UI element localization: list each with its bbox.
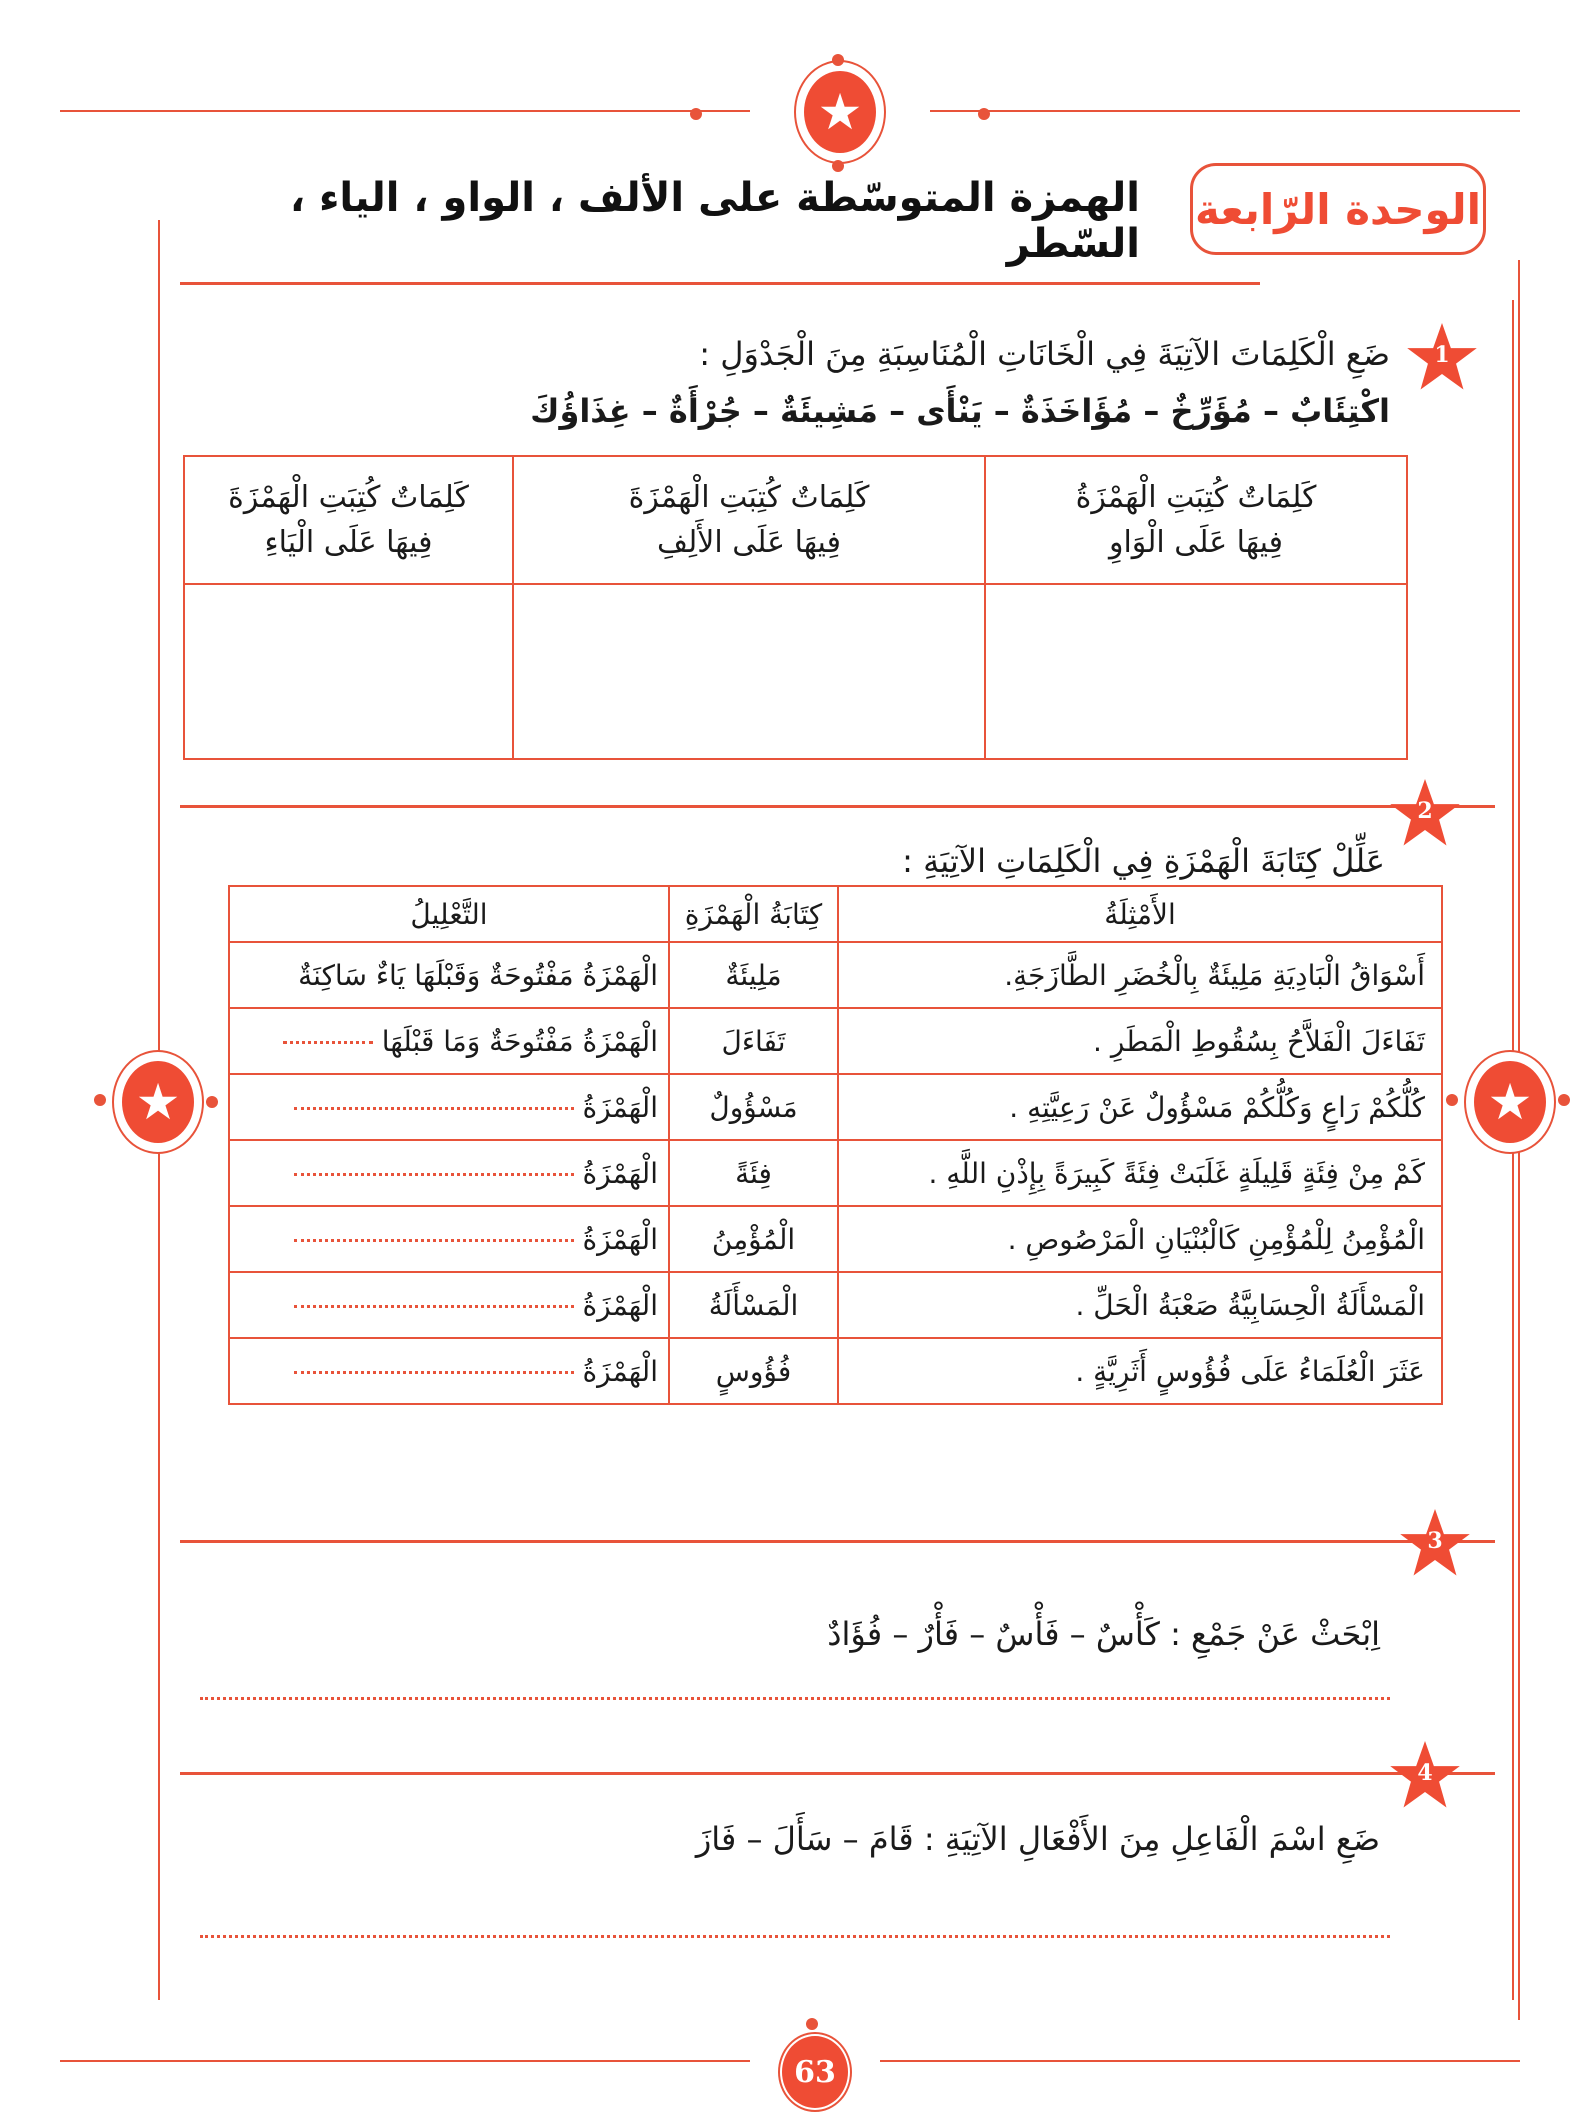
answer-blank[interactable]	[294, 1239, 574, 1242]
reason-cell[interactable]	[229, 1074, 669, 1140]
reason-text: الْهَمْزَةُ مَفْتُوحَةٌ وَمَا قَبْلَهَا	[381, 1024, 658, 1058]
header-line: فِيهَا عَلَى الْوَاوِ	[1108, 525, 1284, 560]
exercise-4-instruction: ضَعِ اسْمَ الْفَاعِلِ مِنَ الأَفْعَالِ الآتِيَةِ : قَامَ – سَأَلَ – فَازَ	[695, 1820, 1380, 1858]
answer-cell-yaa[interactable]	[184, 584, 513, 759]
right-medallion	[1464, 1050, 1556, 1154]
column-header-reason: التَّعْلِيلُ	[229, 886, 669, 942]
answer-blank[interactable]	[294, 1371, 574, 1374]
table-row	[229, 1206, 1442, 1272]
exercise-4-answer-line[interactable]	[200, 1935, 1390, 1938]
exercise-2-star-badge	[1388, 776, 1462, 850]
reason-text: الْهَمْزَةُ	[582, 1090, 658, 1124]
unit-badge	[1190, 163, 1486, 255]
table-row	[229, 1140, 1442, 1206]
hamza-word-cell: مَسْؤُولٌ	[669, 1074, 838, 1140]
decor-dot	[832, 54, 844, 66]
decor-dot	[690, 108, 702, 120]
example-cell: الْمُؤْمِنُ لِلْمُؤْمِنِ كَالْبُنْيَانِ الْمَرْصُوصِ .	[838, 1206, 1442, 1272]
example-cell: كَمْ مِنْ فِئَةٍ قَلِيلَةٍ غَلَبَتْ فِئَةً كَبِيرَةً بِإِذْنِ اللَّهِ .	[838, 1140, 1442, 1206]
decor-dot	[1446, 1094, 1458, 1106]
column-header-examples: الأَمْثِلَةُ	[838, 886, 1442, 942]
column-header-alif	[513, 456, 985, 584]
exercise-1-table	[183, 455, 1408, 760]
answer-blank[interactable]	[294, 1305, 574, 1308]
exercise-3-divider	[180, 1540, 1495, 1543]
star-icon: ★	[122, 1061, 194, 1143]
reason-cell[interactable]	[229, 1140, 669, 1206]
star-icon: ★	[804, 71, 876, 153]
top-medallion	[794, 60, 886, 164]
header-line: كَلِمَاتٌ كُتِبَتِ الْهَمْزَةَ	[628, 480, 870, 515]
table-row	[229, 1074, 1442, 1140]
exercise-3-instruction: اِبْحَثْ عَنْ جَمْعِ : كَأْسٌ – فَأْسٌ – فَأْرٌ – فُؤَادٌ	[827, 1615, 1380, 1653]
hamza-word-cell: مَلِيئَةٌ	[669, 942, 838, 1008]
decor-dot	[1558, 1094, 1570, 1106]
header-line: كَلِمَاتٌ كُتِبَتِ الْهَمْزَةَ	[228, 480, 469, 515]
table-header-row	[229, 886, 1442, 942]
reason-text: الْهَمْزَةُ	[582, 1354, 658, 1388]
table-row	[229, 1008, 1442, 1074]
reason-cell[interactable]	[229, 1272, 669, 1338]
reason-text: الْهَمْزَةُ	[582, 1288, 658, 1322]
exercise-1-star-badge	[1405, 320, 1479, 394]
decor-dot	[206, 1096, 218, 1108]
example-cell: الْمَسْأَلَةُ الْحِسَابِيَّةُ صَعْبَةُ الْحَلِّ .	[838, 1272, 1442, 1338]
hamza-word-cell: فِئَةً	[669, 1140, 838, 1206]
exercise-1-instruction: ضَعِ الْكَلِمَاتَ الآتِيَةَ فِي الْخَانَاتِ الْمُنَاسِبَةِ مِنَ الْجَدْوَلِ :	[699, 335, 1390, 373]
star-icon: ★	[1474, 1061, 1546, 1143]
exercise-number: 1	[1434, 342, 1450, 368]
table-row	[229, 1338, 1442, 1404]
table-header-row	[184, 456, 1407, 584]
header-line: فِيهَا عَلَى الْيَاءِ	[264, 525, 433, 560]
header-line: كَلِمَاتٌ كُتِبَتِ الْهَمْزَةُ	[1075, 480, 1317, 515]
exercise-number: 4	[1417, 1760, 1433, 1786]
header-divider	[180, 282, 1260, 285]
page-number: 63	[780, 2034, 850, 2110]
reason-cell[interactable]	[229, 1008, 669, 1074]
decor-dot	[978, 108, 990, 120]
table-answer-row	[184, 584, 1407, 759]
exercise-3-star-badge	[1398, 1506, 1472, 1580]
header-line: فِيهَا عَلَى الأَلِفِ	[657, 525, 841, 560]
exercise-1-words: اكْتِئَابٌ – مُؤَرِّخٌ – مُؤَاخَذَةٌ – يَنْأَى – مَشِيئَةٌ – جُرْأَةٌ – غِذَاؤُكَ	[530, 392, 1390, 430]
exercise-number: 2	[1417, 798, 1433, 824]
answer-blank[interactable]	[294, 1173, 574, 1176]
frame-top-line-left	[60, 110, 750, 112]
decor-dot	[832, 160, 844, 172]
hamza-word-cell: الْمَسْأَلَةُ	[669, 1272, 838, 1338]
reason-cell[interactable]	[229, 1338, 669, 1404]
frame-bottom-line-left	[60, 2060, 750, 2062]
frame-top-line-right	[930, 110, 1520, 112]
exercise-2-table	[228, 885, 1443, 1405]
exercise-3-answer-line[interactable]	[200, 1697, 1390, 1700]
example-cell: عَثَرَ الْعُلَمَاءُ عَلَى فُؤُوسٍ أَثَرِيَّةٍ .	[838, 1338, 1442, 1404]
table-row	[229, 1272, 1442, 1338]
left-medallion	[112, 1050, 204, 1154]
column-header-yaa	[184, 456, 513, 584]
exercise-4-star-badge	[1388, 1738, 1462, 1812]
column-header-waw	[985, 456, 1407, 584]
exercise-4-divider	[180, 1772, 1495, 1775]
exercise-2-instruction: عَلِّلْ كِتَابَةَ الْهَمْزَةِ فِي الْكَلِمَاتِ الآتِيَةِ :	[902, 842, 1385, 880]
hamza-word-cell: تَفَاءَلَ	[669, 1008, 838, 1074]
frame-bottom-line-right	[880, 2060, 1520, 2062]
exercise-2-divider	[180, 805, 1495, 808]
hamza-word-cell: الْمُؤْمِنُ	[669, 1206, 838, 1272]
answer-cell-alif[interactable]	[513, 584, 985, 759]
hamza-word-cell: فُؤُوسٍ	[669, 1338, 838, 1404]
example-cell: تَفَاءَلَ الْفَلاَّحُ بِسُقُوطِ الْمَطَرِ .	[838, 1008, 1442, 1074]
example-cell: كُلُّكُمْ رَاعٍ وَكُلُّكُمْ مَسْؤُولٌ عَنْ رَعِيَّتِهِ .	[838, 1074, 1442, 1140]
unit-label: الوحدة الرّابعة	[1194, 184, 1482, 234]
exercise-number: 3	[1427, 1528, 1443, 1554]
reason-cell[interactable]	[229, 942, 669, 1008]
answer-cell-waw[interactable]	[985, 584, 1407, 759]
reason-text: الْهَمْزَةُ	[582, 1156, 658, 1190]
answer-blank[interactable]	[283, 1041, 373, 1044]
reason-text: الْهَمْزَةُ مَفْتُوحَةٌ وَقَبْلَهَا يَاءٌ سَاكِنَةٌ	[298, 958, 658, 992]
decor-dot	[806, 2018, 818, 2030]
decor-dot	[94, 1094, 106, 1106]
example-cell: أَسْوَاقُ الْبَادِيَةِ مَلِيئَةٌ بِالْخُضَرِ الطَّازَجَةِ.	[838, 942, 1442, 1008]
unit-title: الهمزة المتوسّطة على الألف ، الواو ، الياء ، السّطر	[289, 175, 1140, 267]
column-header-hamza-writing: كِتَابَةُ الْهَمْزَةِ	[669, 886, 838, 942]
reason-cell[interactable]	[229, 1206, 669, 1272]
table-row	[229, 942, 1442, 1008]
answer-blank[interactable]	[294, 1107, 574, 1110]
reason-text: الْهَمْزَةُ	[582, 1222, 658, 1256]
